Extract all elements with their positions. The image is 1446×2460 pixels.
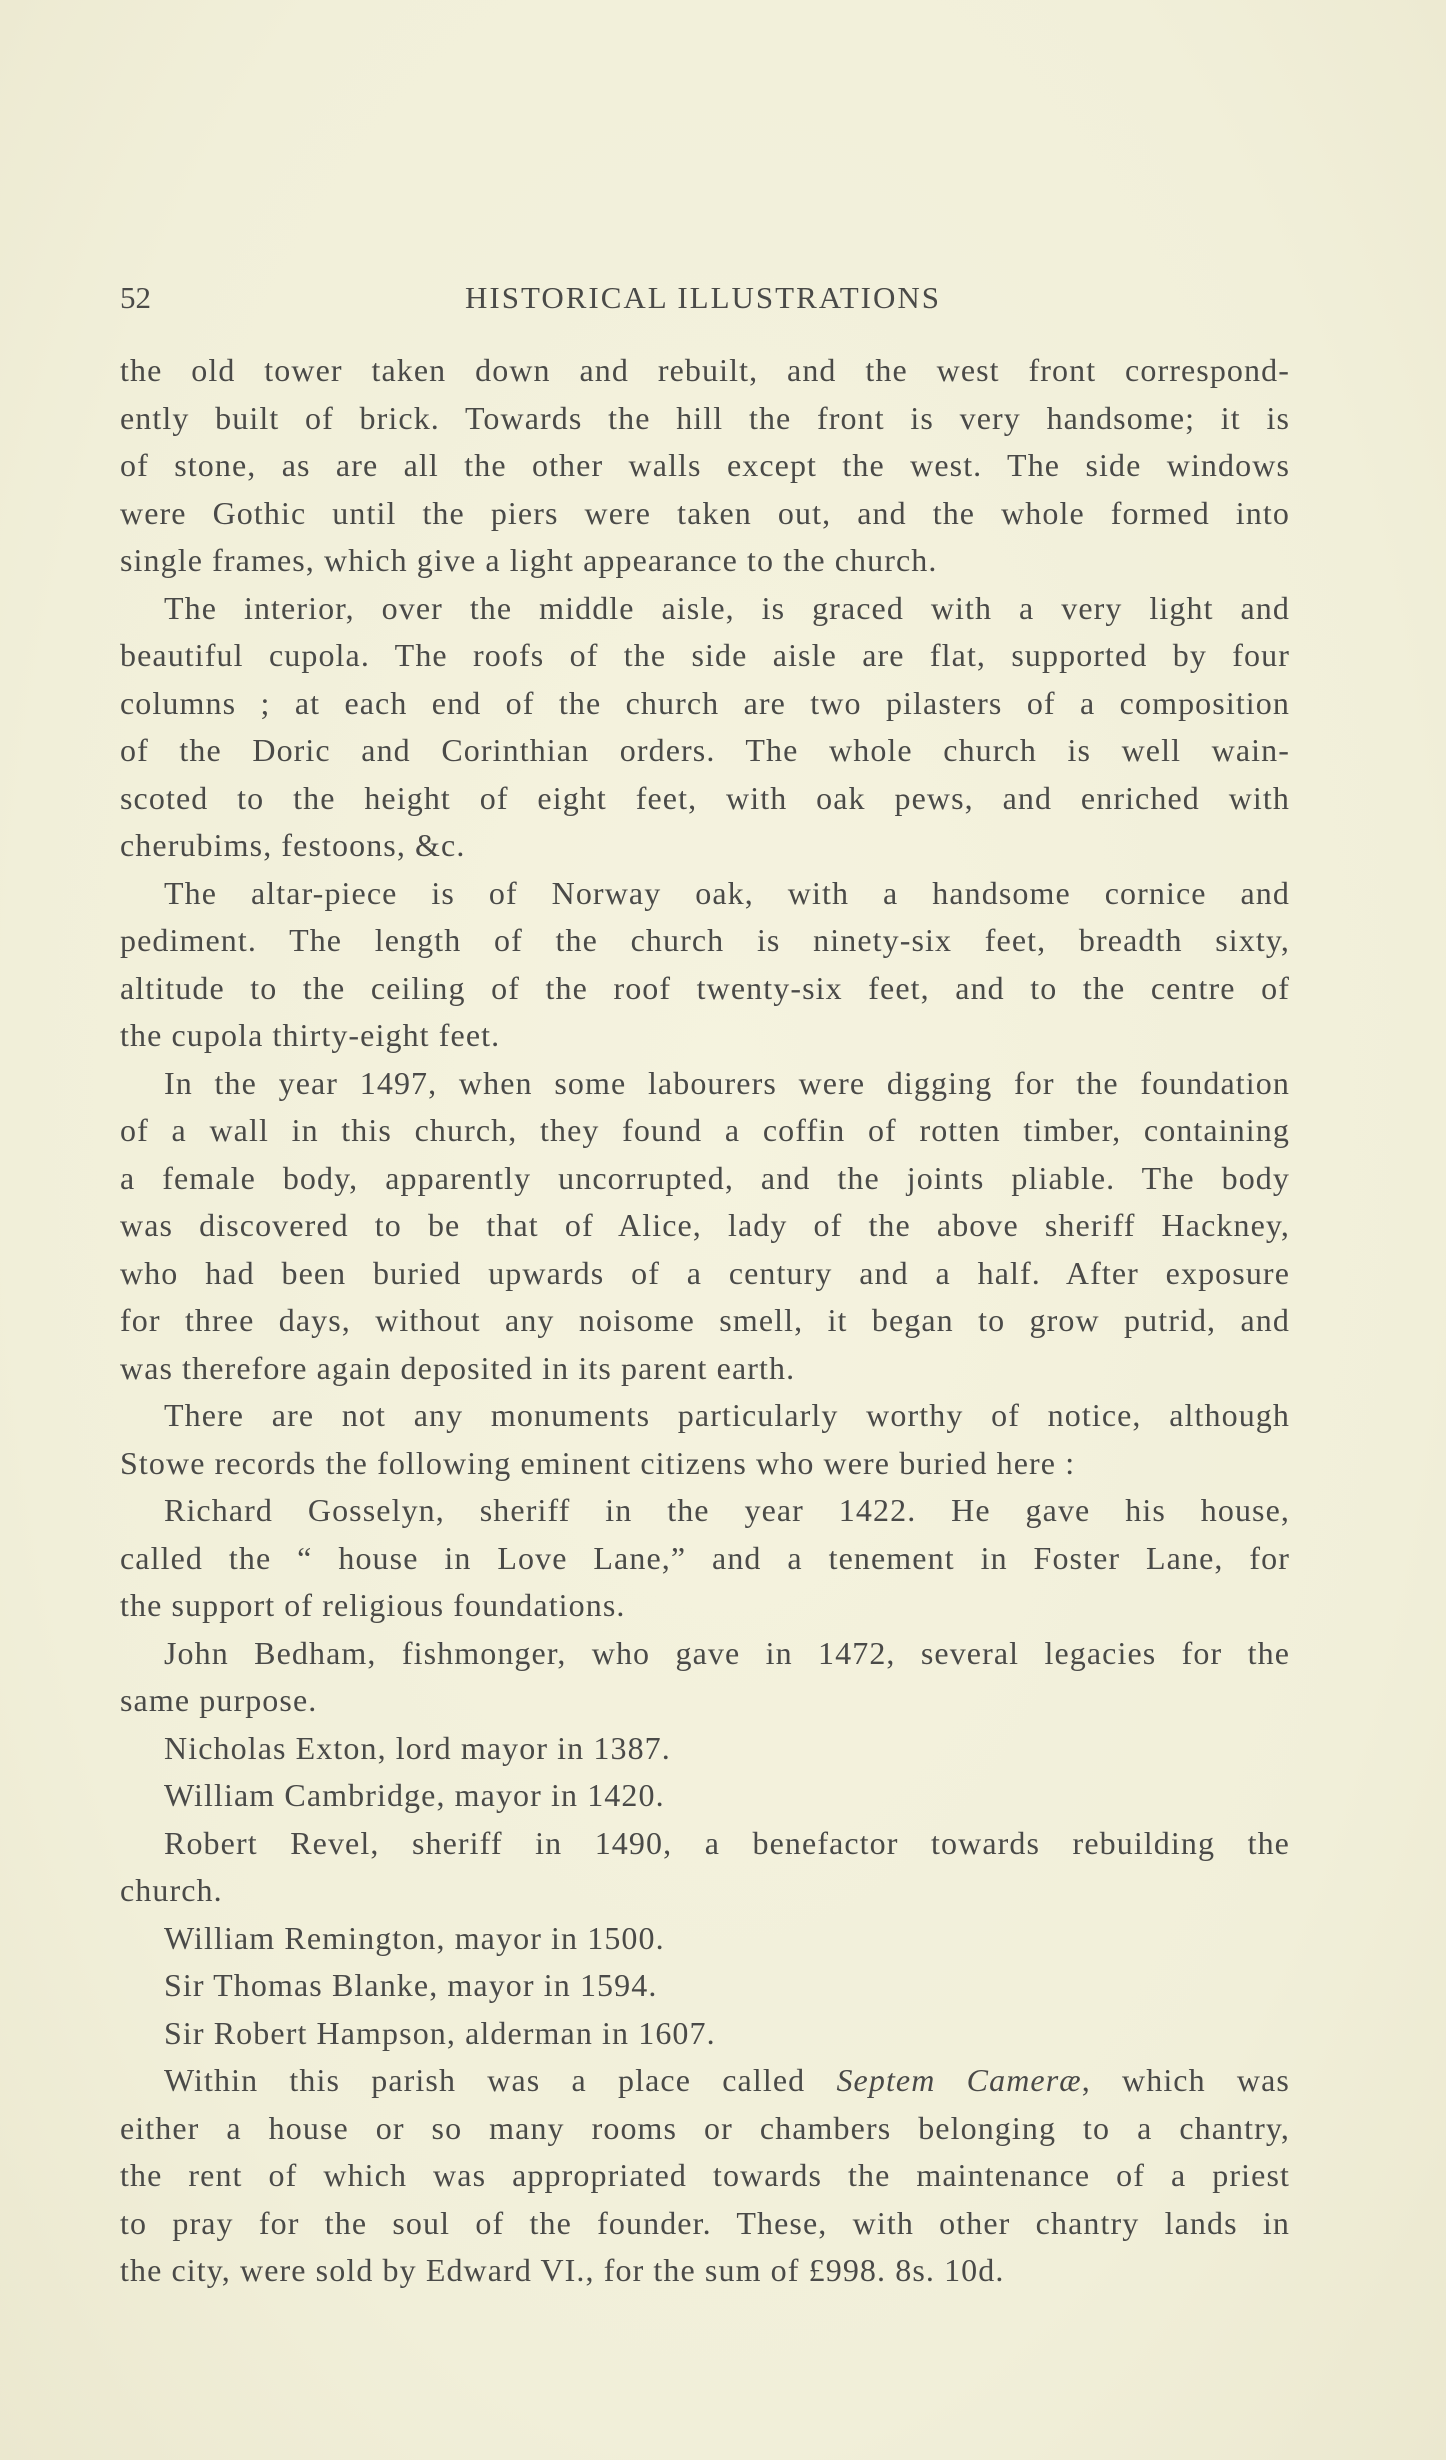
text-line: church.: [120, 1872, 223, 1908]
text-line: William Cambridge, mayor in 1420.: [164, 1777, 665, 1813]
running-head: HISTORICAL ILLUSTRATIONS: [465, 280, 941, 315]
text-line: of stone, as are all the other walls except the west. The side windows: [120, 447, 1290, 483]
text-segment: Within this parish was a place called: [164, 2062, 837, 2098]
text-line: same purpose.: [120, 1682, 318, 1718]
text-line: beautiful cupola. The roofs of the side aisle are flat, supported by four: [120, 637, 1290, 673]
text-line: was discovered to be that of Alice, lady of the above sheriff Hackney,: [120, 1207, 1290, 1243]
text-line: Sir Thomas Blanke, mayor in 1594.: [164, 1967, 658, 2003]
text-line: to pray for the soul of the founder. These, with other chantry lands in: [120, 2204, 1290, 2241]
text-line: the support of religious foundations.: [120, 1587, 626, 1623]
text-line: of a wall in this church, they found a coffin of rotten timber, containing: [120, 1112, 1290, 1148]
text-segment: , which was: [1081, 2062, 1290, 2098]
text-line: the cupola thirty-eight feet.: [120, 1017, 501, 1053]
text-line: of the Doric and Corinthian orders. The whole church is well wain-: [120, 732, 1290, 768]
text-line: cherubims, festoons, &c.: [120, 827, 466, 863]
text-line: the city, were sold by Edward VI., for the sum of £998. 8s. 10d.: [120, 2252, 1005, 2288]
text-line: There are not any monuments particularly worthy of notice, although: [164, 1397, 1290, 1433]
text-line: the rent of which was appropriated towards the maintenance of a priest: [120, 2157, 1290, 2193]
text-line: Richard Gosselyn, sheriff in the year 1422. He gave his house,: [164, 1492, 1290, 1528]
text-line: Robert Revel, sheriff in 1490, a benefactor towards rebuilding the: [164, 1824, 1290, 1861]
text-line: Nicholas Exton, lord mayor in 1387.: [164, 1729, 671, 1766]
text-line: called the “ house in Love Lane,” and a tenement in Foster Lane, for: [120, 1539, 1290, 1576]
text-line: [120, 2057, 1290, 2105]
text-line: The altar-piece is of Norway oak, with a handsome cornice and: [164, 874, 1290, 911]
text-line: Stowe records the following eminent citizens who were buried here :: [120, 1444, 1076, 1481]
text-line: John Bedham, fishmonger, who gave in 1472, several legacies for the: [164, 1634, 1290, 1671]
text-line: who had been buried upwards of a century and a half. After exposure: [120, 1254, 1290, 1291]
text-line: scoted to the height of eight feet, with oak pews, and enriched with: [120, 779, 1290, 816]
text-line: The interior, over the middle aisle, is graced with a very light and: [164, 589, 1290, 626]
text-line: altitude to the ceiling of the roof twenty-six feet, and to the centre of: [120, 969, 1290, 1006]
text-line: William Remington, mayor in 1500.: [164, 1919, 665, 1956]
text-line: In the year 1497, when some labourers were digging for the foundation: [164, 1064, 1290, 1101]
text-line: either a house or so many rooms or chambers belonging to a chantry,: [120, 2109, 1290, 2146]
body-text: [120, 347, 1290, 2295]
text-line: was therefore again deposited in its parent earth.: [120, 1349, 796, 1386]
page-number: 52: [120, 280, 151, 315]
text-line: a female body, apparently uncorrupted, and the joints pliable. The body: [120, 1159, 1290, 1196]
text-line: pediment. The length of the church is ninety-six feet, breadth sixty,: [120, 922, 1290, 958]
text-line: ently built of brick. Towards the hill the front is very handsome; it is: [120, 399, 1290, 436]
italic-phrase: Septem Cameræ: [836, 2062, 1082, 2098]
text-line: columns ; at each end of the church are two pilasters of a composition: [120, 684, 1290, 721]
text-line: the old tower taken down and rebuilt, and the west front correspond-: [120, 352, 1290, 388]
text-line: were Gothic until the piers were taken out, and the whole formed into: [120, 494, 1290, 531]
text-line: for three days, without any noisome smell, it began to grow putrid, and: [120, 1302, 1290, 1338]
text-line: single frames, which give a light appearance to the church.: [120, 542, 938, 578]
text-line: Sir Robert Hampson, alderman in 1607.: [164, 2014, 716, 2051]
